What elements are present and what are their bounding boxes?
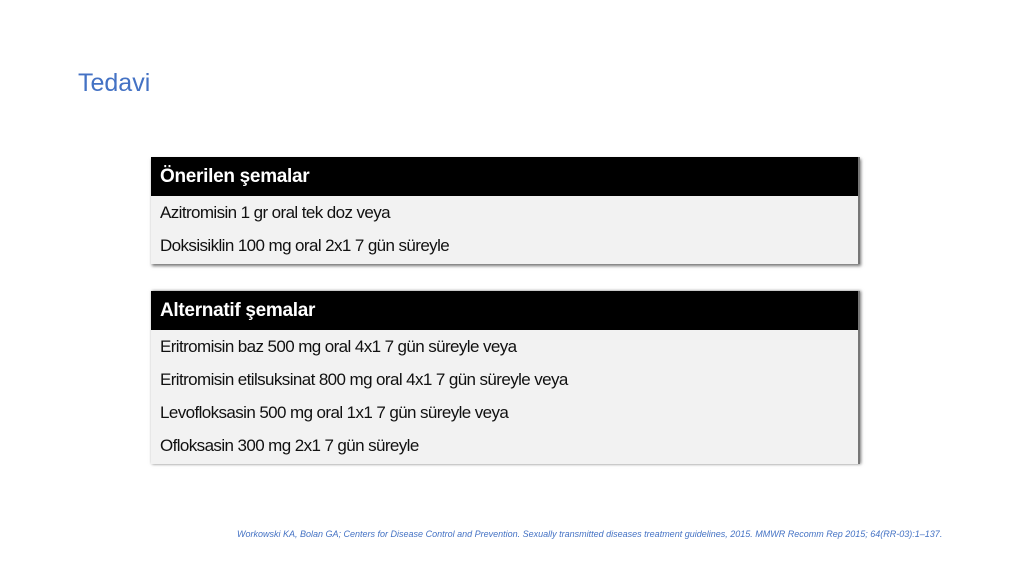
- reference-footnote: Workowski KA, Bolan GA; Centers for Disease Control and Prevention. Sexually transmitted diseases treatment guidelines, 2015. MMWR Recomm Rep 2015; 64(RR-03):1–137.: [237, 529, 943, 539]
- alternative-regimens-table: [151, 291, 860, 464]
- slide-title: Tedavi: [78, 69, 151, 97]
- recommended-regimens-header: Önerilen şemalar: [151, 157, 858, 196]
- regimen-item: Eritromisin baz 500 mg oral 4x1 7 gün süreyle veya: [160, 337, 517, 356]
- alternative-regimens-header: Alternatif şemalar: [151, 291, 858, 330]
- recommended-regimens-table: [151, 157, 860, 264]
- regimen-item: Doksisiklin 100 mg oral 2x1 7 gün süreyle: [160, 236, 450, 255]
- regimen-item: Levofloksasin 500 mg oral 1x1 7 gün süreyle veya: [160, 403, 509, 422]
- regimen-item: Eritromisin etilsuksinat 800 mg oral 4x1 7 gün süreyle veya: [160, 370, 568, 389]
- regimen-item: Ofloksasin 300 mg 2x1 7 gün süreyle: [160, 436, 419, 455]
- regimen-item: Azitromisin 1 gr oral tek doz veya: [160, 203, 390, 222]
